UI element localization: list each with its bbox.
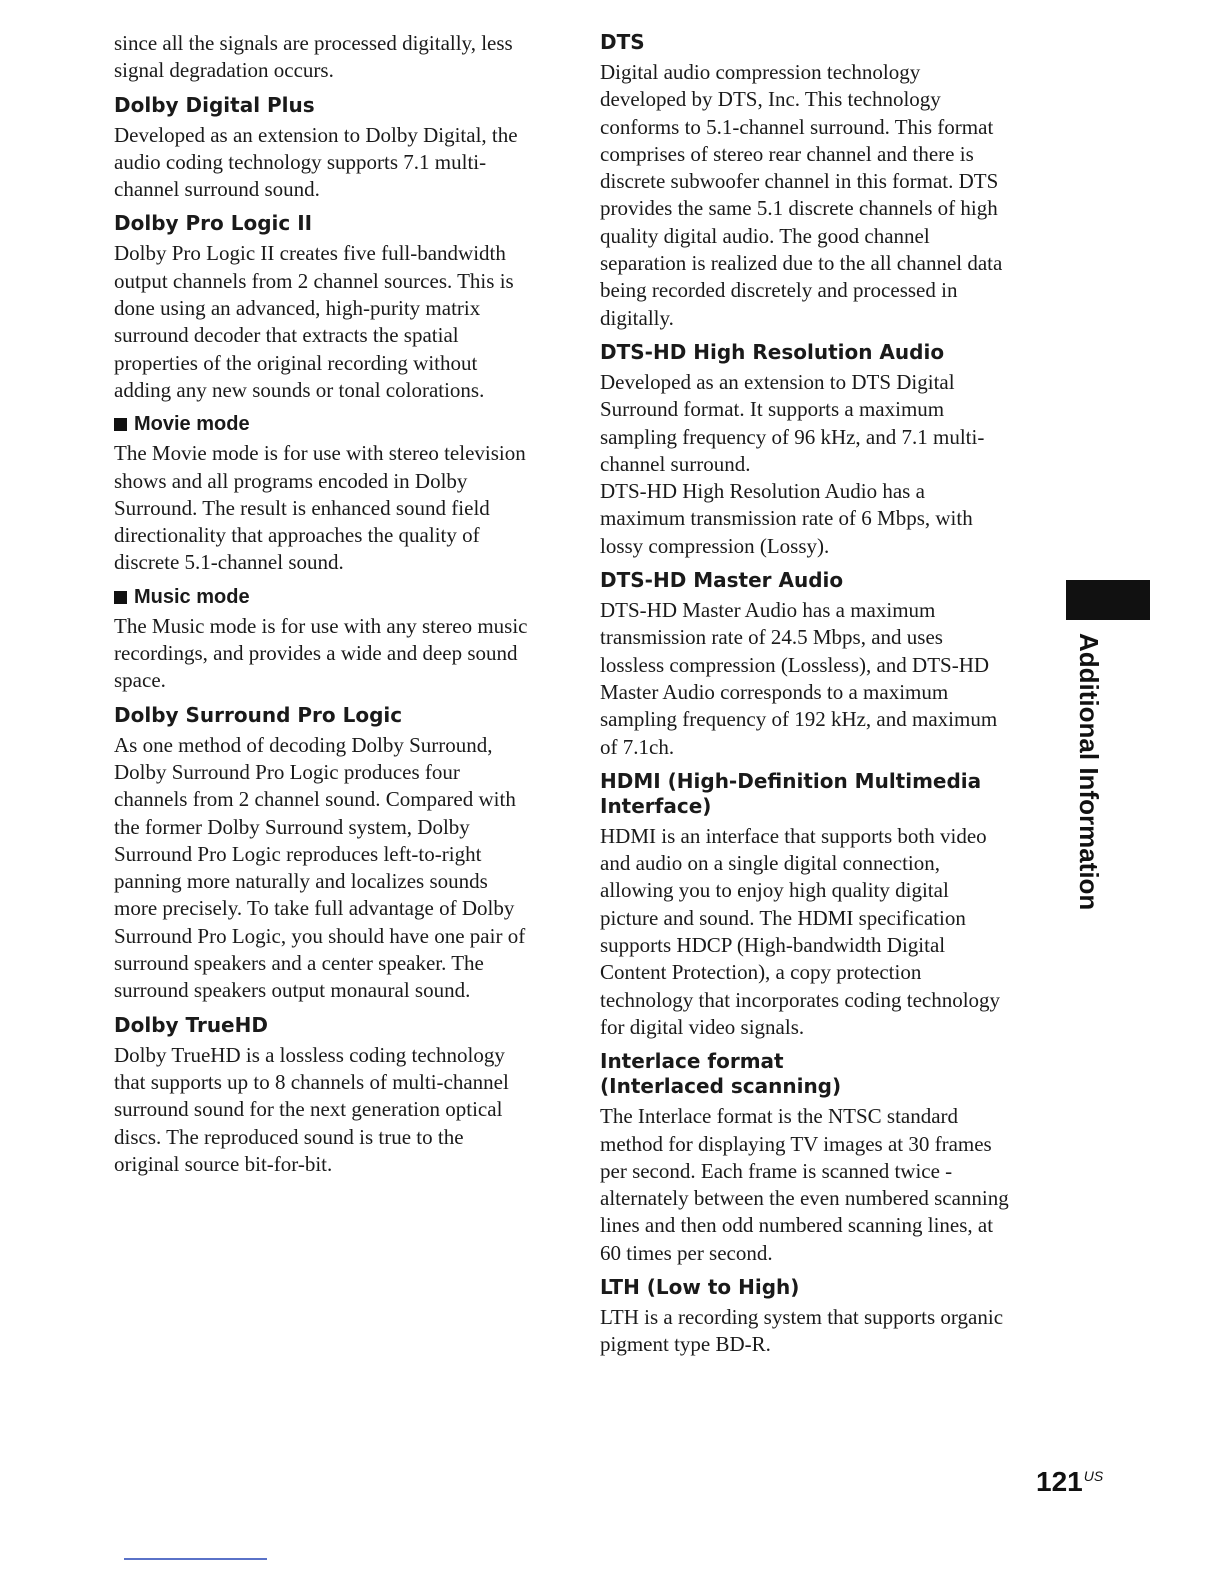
black-square-icon [114,418,127,431]
black-square-icon [114,591,127,604]
subheading-movie-mode [114,412,550,437]
section-side-label [1067,633,1107,911]
body-music-mode: The Music mode is for use with any stereo music recordings, and provides a wide and deep sound space. [114,613,528,693]
section-tab-marker [1066,580,1150,620]
body-dolby-surround-pro-logic: As one method of decoding Dolby Surround, Dolby Surround Pro Logic produces four channels from 2 channel sound. Compared with the former Dolby Surround system, Dolby Surround Pro Logic reproduces left-to-right panning more naturally and localizes sounds more precisely. To take full advantage of Dolby Surround Pro Logic, you should have one pair of surround speakers and a center speaker. The surround speakers output monaural sound. [114,732,526,1003]
heading-interlace-format: Interlace format (Interlaced scanning) [600,1049,842,1099]
page-number [1036,1466,1103,1498]
body-dts-hd-master-audio: DTS-HD Master Audio has a maximum transmission rate of 24.5 Mbps, and uses lossless compression (Lossless), and DTS-HD Master Audio corresponds to a maximum sampling frequency of 192 kHz, and maximum of 7.1ch. [600,598,998,759]
heading-hdmi: HDMI (High-Definition Multimedia Interface) [600,768,982,818]
heading-dolby-pro-logic-ii: Dolby Pro Logic II [114,211,313,236]
heading-dts: DTS [600,30,645,54]
heading-dolby-digital-plus: Dolby Digital Plus [114,92,315,117]
body-dolby-digital-plus: Developed as an extension to Dolby Digital, the audio coding technology supports 7.1 multi- channel surround sound. [114,122,518,202]
heading-lth: LTH (Low to High) [600,1274,800,1299]
body-dts: Digital audio compression technology developed by DTS, Inc. This technology conforms to 5.1-channel surround. This format comprises of stereo rear channel and there is discrete subwoofer channel in this format. DTS provides the same 5.1 discrete channels of high quality digital audio. The good channel separation is realized due to the all channel data being recorded discretely and processed in digitally. [600,60,1003,330]
music-mode-label: Music mode [134,585,250,608]
heading-dts-hd-hra: DTS-HD High Resolution Audio [600,339,945,364]
body-hdmi: HDMI is an interface that supports both video and audio on a single digital connection, allowing you to enjoy high quality digital picture and sound. The HDMI specification supports HDCP (High-bandwidth Digital Content Protection), a copy protection technology that incorporates coding technology for digital video signals. [600,823,1001,1039]
subheading-music-mode [114,585,550,610]
body-lth: LTH is a recording system that supports organic pigment type BD-R. [600,1304,1004,1357]
side-label-text: Additional Information [1074,633,1104,911]
left-column [114,30,550,1186]
page-number-value: 121 [1036,1466,1083,1497]
right-column [600,30,1040,1367]
heading-dts-hd-master-audio: DTS-HD Master Audio [600,568,844,593]
body-dolby-pro-logic-ii: Dolby Pro Logic II creates five full-bandwidth output channels from 2 channel sources. This is done using an advanced, high-purity matrix surround decoder that extracts the spatial properties of the original recording without adding any new sounds or tonal colorations. [114,241,514,402]
body-dts-hd-hra: Developed as an extension to DTS Digital Surround format. It supports a maximum sampling frequency of 96 kHz, and 7.1 multi- channel surround. DTS-HD High Resolution Audio has a maximum transmission rate of 6 Mbps, with lossy compression (Lossy). [600,369,985,558]
body-movie-mode: The Movie mode is for use with stereo television shows and all programs encoded in Dolby Surround. The result is enhanced sound field directionality that approaches the quality of discrete 5.1-channel sound. [114,441,526,575]
heading-dolby-truehd: Dolby TrueHD [114,1012,268,1037]
bottom-rule [124,1558,267,1560]
movie-mode-label: Movie mode [134,413,250,436]
body-dolby-truehd: Dolby TrueHD is a lossless coding technology that supports up to 8 channels of multi-channel surround sound for the next generation optical discs. The reproduced sound is true to the original source bit-for-bit. [114,1042,509,1176]
page-number-suffix: US [1083,1468,1104,1484]
body-interlace-format: The Interlace format is the NTSC standard method for displaying TV images at 30 frames per second. Each frame is scanned twice - alternately between the even numbered scanning lines and then odd numbered scanning lines, at 60 times per second. [600,1104,1009,1265]
intro-text: since all the signals are processed digitally, less signal degradation occurs. [114,31,513,83]
heading-dolby-surround-pro-logic: Dolby Surround Pro Logic [114,702,403,727]
